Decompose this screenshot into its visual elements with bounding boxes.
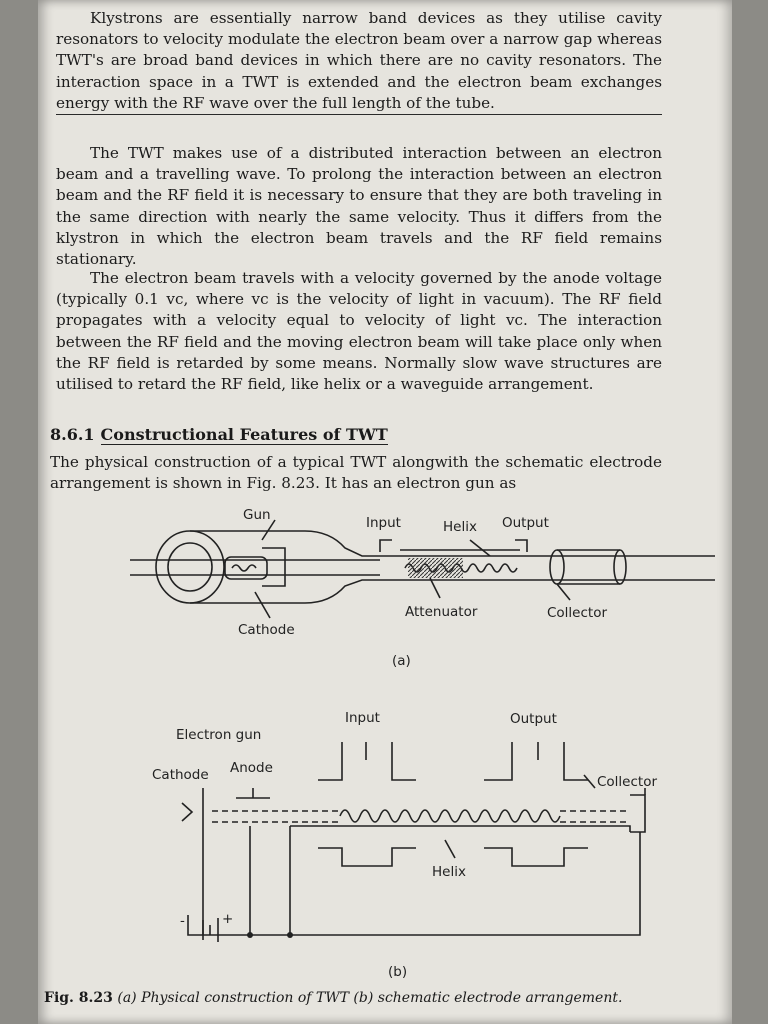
paragraph-1-text: Klystrons are essentially narrow band devices as they utilise cavity resonators to velocity modulate the electron beam over a narrow gap whereas TWT's are broad band devices in which there are no cavity resonators. The interaction space in a TWT is extended and the electron beam exchanges energy with the RF wave over the full length of the tube. xyxy=(56,8,662,115)
figure-a-sublabel: (a) xyxy=(392,653,411,669)
input-lead xyxy=(380,540,392,552)
collector-pointer xyxy=(557,584,570,600)
caption-figure-number: Fig. 8.23 xyxy=(44,990,113,1006)
collector-body xyxy=(557,550,620,584)
attenuator-pointer xyxy=(430,578,440,598)
helix-pointer xyxy=(470,540,490,556)
label-anode: Anode xyxy=(230,760,273,776)
label-cathode-b: Cathode xyxy=(152,767,209,783)
label-battery-minus: - xyxy=(180,913,185,929)
junction-anode xyxy=(247,932,253,938)
gun-electrode xyxy=(262,548,285,586)
output-cavity-left xyxy=(484,742,512,780)
label-output-a: Output xyxy=(502,515,549,531)
output-cavity-right xyxy=(564,742,588,780)
caption-text: (a) Physical construction of TWT (b) schematic electrode arrangement. xyxy=(117,990,623,1006)
paragraph-3-text: The electron beam travels with a velocity governed by the anode voltage (typically 0.1 vc, where vc is the velocity of light in vacuum). The RF field propagates with a velocity equal to velocity of light vc. The interaction between the RF field and the moving electron beam will take place only when the RF field is retarded by some means. Normally slow wave structures are utilised to retard the RF field, like helix or a waveguide arrangement. xyxy=(56,269,662,394)
cathode-symbol xyxy=(182,803,192,821)
input-cavity-right xyxy=(392,742,416,780)
collector-front xyxy=(550,550,564,584)
beam-path-exit xyxy=(560,811,630,822)
gun-envelope-end xyxy=(156,531,224,603)
helix-return xyxy=(290,826,630,832)
figure-b-sublabel: (b) xyxy=(388,964,408,980)
cathode-pointer xyxy=(255,592,270,618)
tube-envelope-bottom xyxy=(190,580,715,603)
attenuator-region xyxy=(408,558,463,578)
attenuator-shape-right xyxy=(484,848,588,866)
junction-helix xyxy=(287,932,293,938)
collector-pointer-b xyxy=(584,775,595,788)
gun-pointer xyxy=(262,520,275,540)
label-collector-b: Collector xyxy=(597,774,658,790)
label-attenuator: Attenuator xyxy=(405,604,478,620)
label-gun: Gun xyxy=(243,507,271,523)
battery-lead xyxy=(188,915,203,935)
section-title: Constructional Features of TWT xyxy=(100,425,388,444)
label-collector-a: Collector xyxy=(547,605,608,621)
cathode-heater xyxy=(232,565,256,571)
paragraph-2-text: The TWT makes use of a distributed interaction between an electron beam and a travelling wave. To prolong the interaction between an electron beam and the RF field it is necessary to ensure that they are both traveling in the same direction with nearly the same velocity. Thus it differs from the klystron in which the electron beam travels and the RF field remains stationary. xyxy=(56,144,662,269)
attenuator-shape-left xyxy=(318,848,416,866)
input-cavity-left xyxy=(318,742,342,780)
label-cathode-a: Cathode xyxy=(238,622,295,638)
battery-cells xyxy=(203,918,218,942)
label-input-b: Input xyxy=(345,710,380,726)
label-output-b: Output xyxy=(510,711,557,727)
gun-envelope-inner xyxy=(168,543,212,591)
section-intro: The physical construction of a typical TWT alongwith the schematic electrode arrangement is shown in Fig. 8.23. It has an electron gun as xyxy=(50,453,662,492)
collector-electrode xyxy=(630,795,645,832)
label-electron-gun: Electron gun xyxy=(176,727,262,743)
label-battery-plus: + xyxy=(222,911,234,927)
label-helix-a: Helix xyxy=(443,519,477,535)
beam-path xyxy=(212,811,340,822)
section-number: 8.6.1 xyxy=(50,425,95,444)
helix-coil-b xyxy=(340,810,560,822)
label-helix-b: Helix xyxy=(432,864,466,880)
label-input-a: Input xyxy=(366,515,401,531)
collector-back xyxy=(614,550,626,584)
figure-caption xyxy=(44,990,684,1006)
helix-pointer-b xyxy=(445,840,455,858)
